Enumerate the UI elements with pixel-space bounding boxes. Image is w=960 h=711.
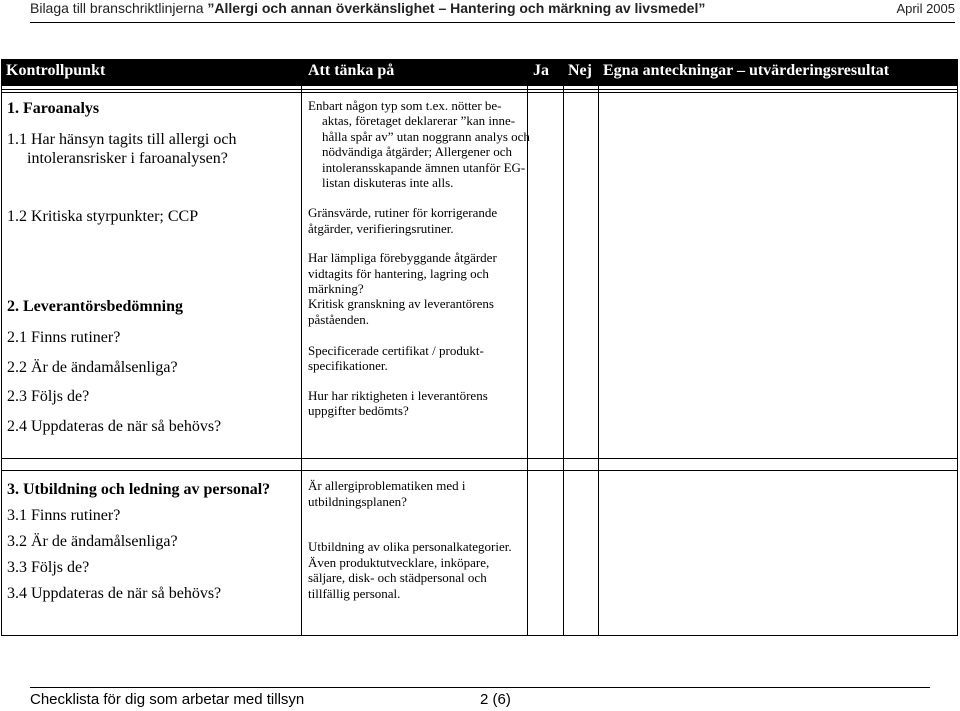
section-title-utbildning: 3. Utbildning och ledning av personal? — [7, 481, 271, 498]
table-right-border — [957, 59, 958, 636]
table-header-bottom-border — [1, 89, 958, 90]
question-2-1: 2.1 Finns rutiner? — [7, 329, 121, 346]
note-7-line-1: Är allergiproblematiken med i — [308, 478, 466, 493]
ja-cell-section-3[interactable] — [528, 471, 563, 635]
note-1-line-1: Enbart någon typ som t.ex. nötter be- — [308, 98, 502, 113]
column-header-kontrollpunkt: Kontrollpunkt — [6, 62, 106, 79]
note-3-line-3: märkning? — [308, 281, 364, 296]
footer-divider — [30, 687, 930, 688]
section-title-faroanalys: 1. Faroanalys — [7, 100, 100, 117]
note-3-line-1: Har lämpliga förebyggande åtgärder — [308, 250, 497, 265]
note-8-line-3: säljare, disk- och städpersonal och — [308, 570, 487, 585]
column-divider — [301, 59, 302, 636]
note-4-line-1: Kritisk granskning av leverantörens — [308, 296, 494, 311]
question-3-3: 3.3 Följs de? — [7, 559, 90, 576]
note-6-line-2: uppgifter bedömts? — [308, 403, 409, 418]
note-4-line-2: påståenden. — [308, 312, 370, 327]
question-1-1-line-2: intoleransrisker i faroanalysen? — [27, 150, 228, 167]
note-8-line-2: Även produktutvecklare, inköpare, — [308, 555, 490, 570]
document-date: April 2005 — [896, 1, 955, 16]
question-3-4: 3.4 Uppdateras de när så behövs? — [7, 585, 222, 602]
question-2-4: 2.4 Uppdateras de när så behövs? — [7, 418, 222, 435]
note-2-line-2: åtgärder, verifieringsrutiner. — [308, 221, 454, 236]
note-5-line-2: specifikationer. — [308, 358, 388, 373]
ja-cell-section-1-2[interactable] — [528, 93, 563, 458]
nej-cell-section-3[interactable] — [564, 471, 598, 635]
page-number: 2 (6) — [480, 691, 511, 708]
table-bottom-border — [1, 635, 958, 636]
note-8-line-1: Utbildning av olika personalkategorier. — [308, 539, 512, 554]
note-8-line-4: tillfällig personal. — [308, 586, 401, 601]
title-prefix: Bilaga till branschriktlinjerna — [30, 0, 204, 16]
note-3-line-2: vidtagits för hantering, lagring och — [308, 266, 489, 281]
note-1-line-4: nödvändiga åtgärder; Allergener och — [322, 144, 512, 159]
question-2-3: 2.3 Följs de? — [7, 388, 90, 405]
column-header-anteckningar: Egna anteckningar – utvärderingsresultat — [603, 62, 890, 79]
question-1-1-line-1: 1.1 Har hänsyn tagits till allergi och — [7, 131, 237, 148]
footer-label: Checklista för dig som arbetar med tillsyn — [30, 691, 305, 708]
note-5-line-1: Specificerade certifikat / produkt- — [308, 343, 484, 358]
question-3-2: 3.2 Är de ändamålsenliga? — [7, 533, 178, 550]
column-header-nej: Nej — [568, 62, 592, 79]
question-3-1: 3.1 Finns rutiner? — [7, 507, 121, 524]
question-1-2: 1.2 Kritiska styrpunkter; CCP — [7, 208, 199, 225]
row-divider — [1, 458, 958, 459]
note-1-line-3: hålla spår av” utan noggrann analys och — [322, 129, 530, 144]
note-2-line-1: Gränsvärde, rutiner för korrigerande — [308, 205, 498, 220]
note-1-line-6: listan diskuteras inte alls. — [322, 175, 454, 190]
note-7-line-2: utbildningsplanen? — [308, 494, 407, 509]
note-1-line-2: aktas, företaget deklarerar ”kan inne- — [322, 113, 516, 128]
table-left-border — [1, 59, 2, 636]
nej-cell-section-1-2[interactable] — [564, 93, 598, 458]
question-2-2: 2.2 Är de ändamålsenliga? — [7, 359, 178, 376]
column-header-att-tanka-pa: Att tänka på — [308, 62, 395, 79]
note-6-line-1: Hur har riktigheten i leverantörens — [308, 388, 488, 403]
table-top-border — [1, 59, 958, 60]
column-header-ja: Ja — [533, 62, 549, 79]
notes-cell-section-3[interactable] — [599, 471, 957, 635]
title-main: ”Allergi och annan överkänslighet – Hantering och märkning av livsmedel” — [207, 0, 706, 16]
section-title-leverantorsbedomning: 2. Leverantörsbedömning — [7, 298, 183, 315]
note-1-line-5: intoleransskapande ämnen utanför EG- — [322, 160, 526, 175]
notes-cell-section-1-2[interactable] — [599, 93, 957, 458]
